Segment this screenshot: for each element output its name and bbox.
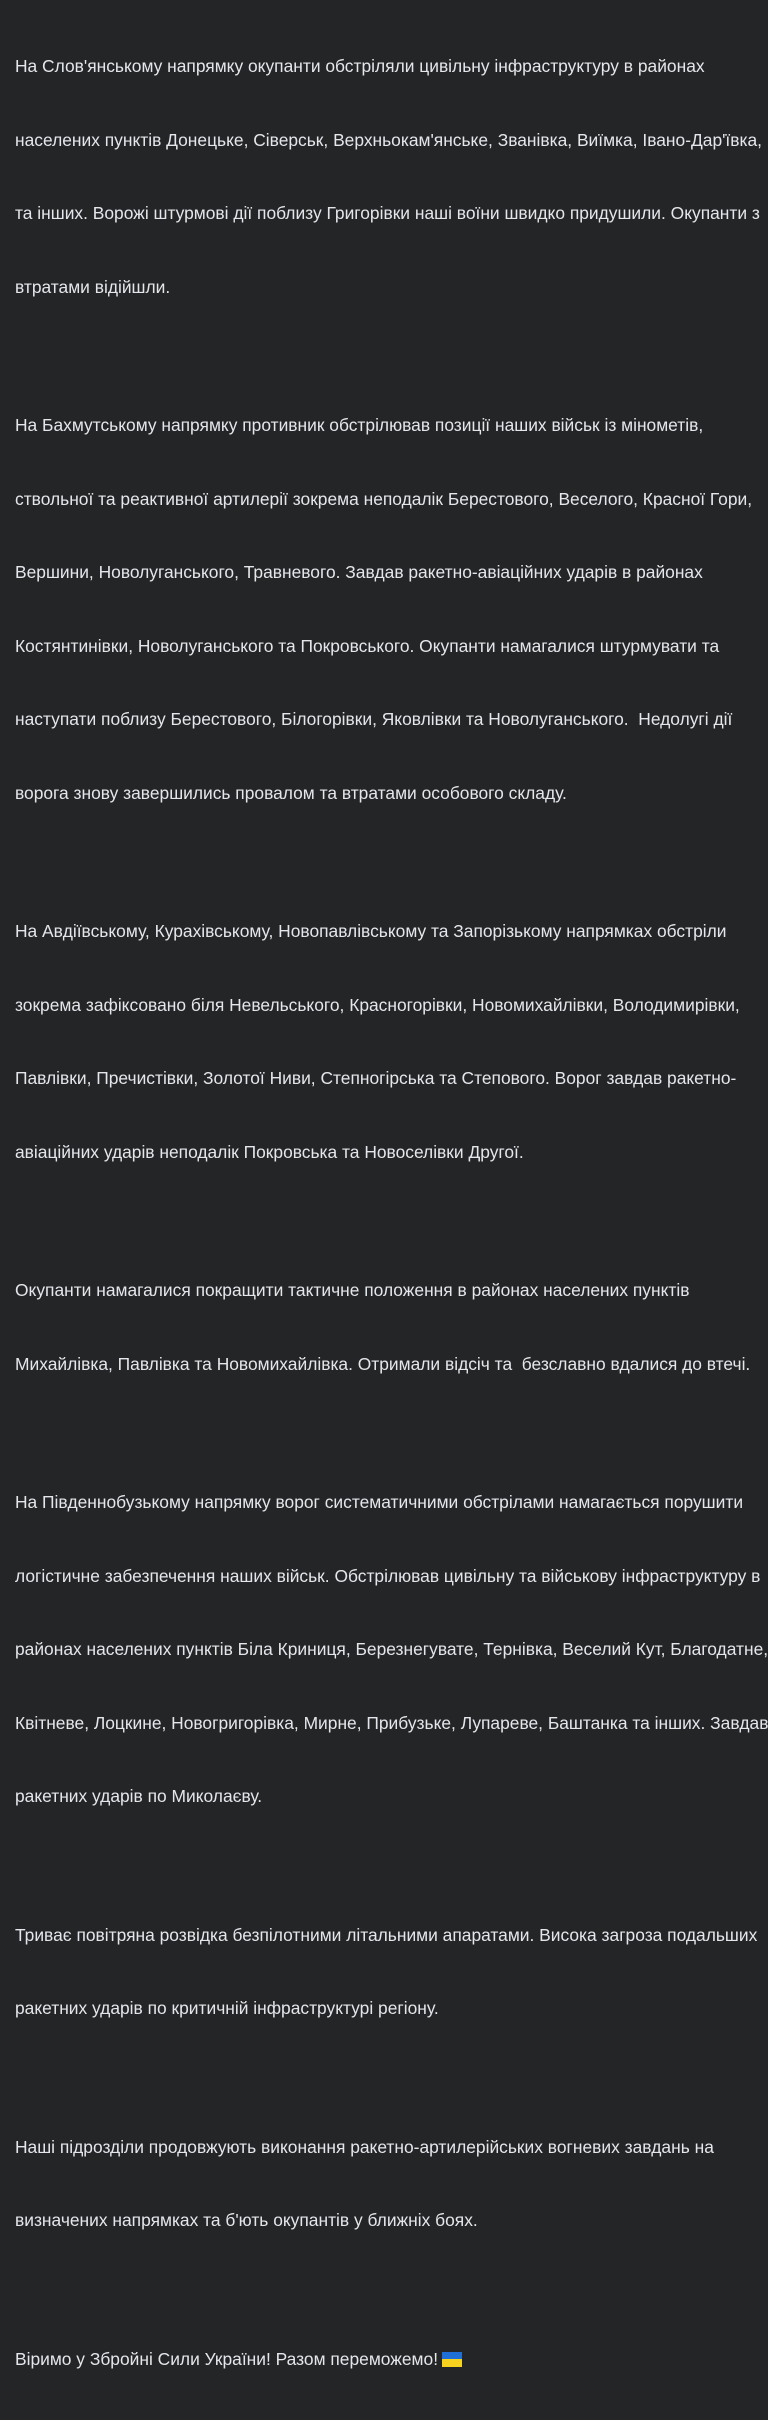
text-line: авіаційних ударів неподалік Покровська та Новоселівки Другої.	[15, 1140, 743, 1165]
text-line: Михайлівка, Павлівка та Новомихайлівка. Отримали відсіч та безславно вдалися до втечі.	[15, 1352, 743, 1377]
text-line: зокрема зафіксовано біля Невельського, Красногорівки, Новомихайлівки, Володимирівки,	[15, 993, 743, 1018]
flag-yellow-stripe	[442, 2359, 462, 2367]
text-line: наступати поблизу Берестового, Білогорівки, Яковлівки та Новолуганського. Недолугі дії	[15, 707, 743, 732]
text-line: Костянтинівки, Новолуганського та Покровського. Окупанти намагалися штурмувати та	[15, 634, 743, 659]
paragraph-avdiivka	[15, 870, 743, 1213]
text-line: населених пунктів Донецьке, Сіверськ, Верхньокам'янське, Званівка, Виїмка, Івано-Дар'ївка,	[15, 128, 743, 153]
text-line: ракетних ударів по критичній інфраструктурі регіону.	[15, 1996, 743, 2021]
ukraine-flag-icon	[442, 2352, 462, 2367]
text-line: та інших. Ворожі штурмові дії поблизу Григорівки наші воїни швидко придушили. Окупанти з	[15, 201, 743, 226]
paragraph-reconnaissance	[15, 1874, 743, 2070]
paragraph-tactical	[15, 1229, 743, 1425]
text-line: Наші підрозділи продовжують виконання ракетно-артилерійських вогневих завдань на	[15, 2135, 743, 2160]
text-line: Триває повітряна розвідка безпілотними літальними апаратами. Висока загроза подальших	[15, 1923, 743, 1948]
flag-blue-stripe	[442, 2352, 462, 2360]
text-line: Квітневе, Лоцкине, Новогригорівка, Мирне, Прибузьке, Лупареве, Баштанка та інших. Завдав	[15, 1711, 743, 1736]
text-line: На Південнобузькому напрямку ворог систематичними обстрілами намагається порушити	[15, 1490, 743, 1515]
text-line: визначених напрямках та б'ють окупантів у ближніх боях.	[15, 2208, 743, 2233]
closing-text: Віримо у Збройні Сили України! Разом переможемо!	[15, 2349, 438, 2369]
text-line: ворога знову завершились провалом та втратами особового складу.	[15, 781, 743, 806]
paragraph-bakhmut	[15, 364, 743, 854]
text-line: Окупанти намагалися покращити тактичне положення в районах населених пунктів	[15, 1278, 743, 1303]
text-line: На Авдіївському, Курахівському, Новопавлівському та Запорізькому напрямках обстріли	[15, 919, 743, 944]
paragraph-south-buh	[15, 1441, 743, 1858]
text-line: ракетних ударів по Миколаєву.	[15, 1784, 743, 1809]
text-line: Павлівки, Пречистівки, Золотої Ниви, Степногірська та Степового. Ворог завдав ракетно-	[15, 1066, 743, 1091]
text-line: На Слов'янському напрямку окупанти обстріляли цивільну інфраструктуру в районах	[15, 54, 743, 79]
closing-line	[15, 2347, 743, 2372]
text-line: ствольної та реактивної артилерії зокрема неподалік Берестового, Веселого, Красної Гори,	[15, 487, 743, 512]
paragraph-slovyansk	[15, 5, 743, 348]
text-line: Вершини, Новолуганського, Травневого. Завдав ракетно-авіаційних ударів в районах	[15, 560, 743, 585]
text-line: логістичне забезпечення наших військ. Обстрілював цивільну та військову інфраструктуру в	[15, 1564, 743, 1589]
paragraph-closing	[15, 2298, 743, 2420]
post-body	[0, 0, 755, 653]
text-line: втратами відійшли.	[15, 275, 743, 300]
paragraph-units	[15, 2086, 743, 2282]
text-line: районах населених пунктів Біла Криниця, Березнегувате, Тернівка, Веселий Кут, Благодатне,	[15, 1637, 743, 1662]
text-line: На Бахмутському напрямку противник обстрілював позиції наших військ із мінометів,	[15, 413, 743, 438]
